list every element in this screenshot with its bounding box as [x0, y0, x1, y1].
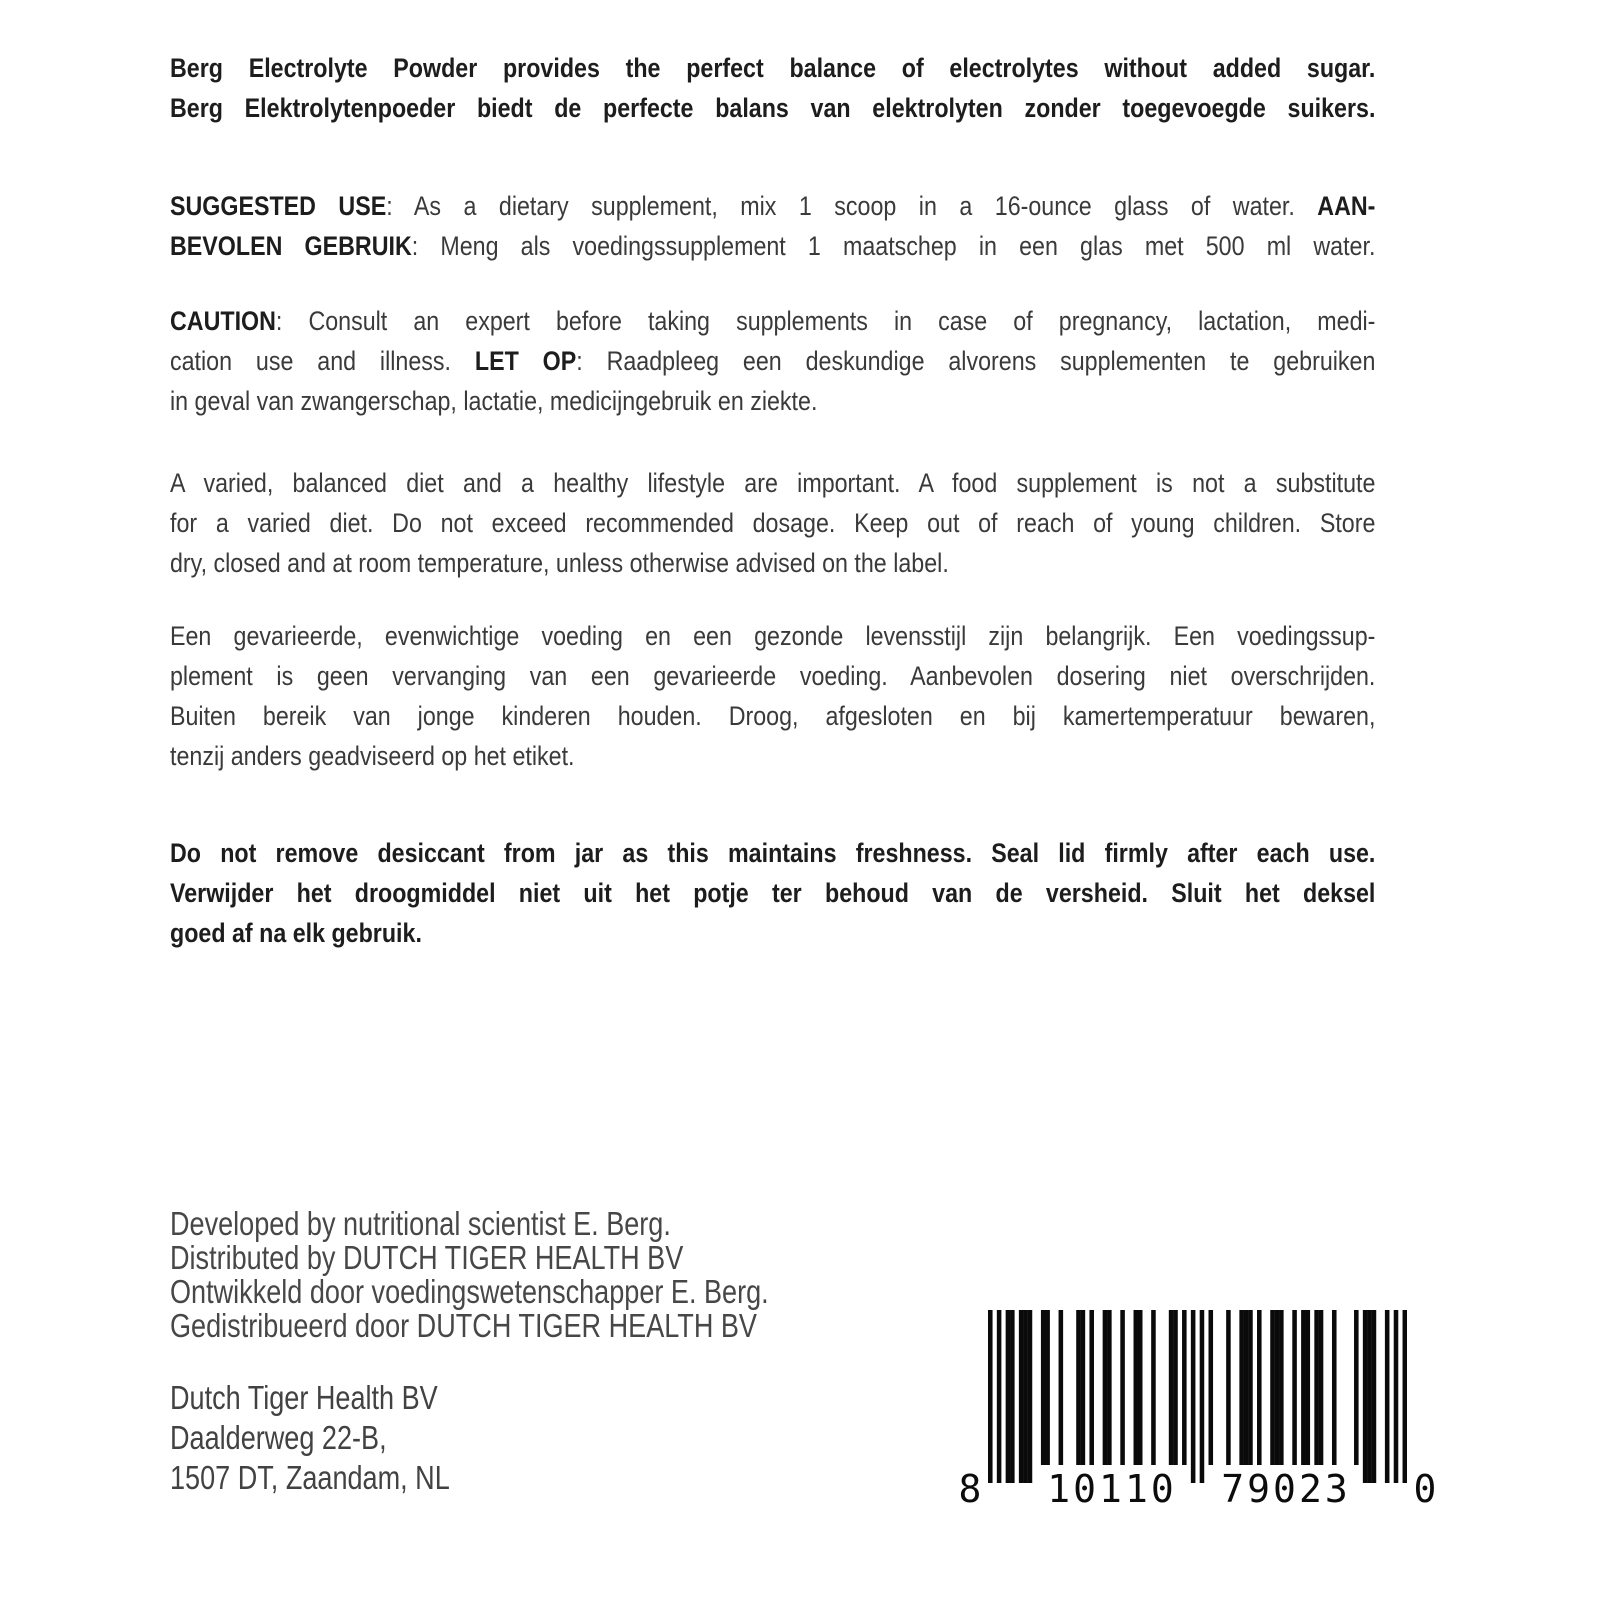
- text-line: [170, 656, 1375, 696]
- development-distribution-block: [170, 1207, 769, 1343]
- text-segment: in geval van zwangerschap, lactatie, medicijngebruik en ziekte.: [170, 386, 818, 416]
- barcode-digits-left-group: 10110: [1047, 1467, 1177, 1511]
- text-line: [170, 88, 1375, 128]
- text-segment: : Consult an expert before taking supplements in case of pregnancy, lactation, medi-: [275, 306, 1376, 336]
- label-paragraphs: [170, 0, 1375, 1210]
- paragraph-intro-bilingual: [170, 48, 1375, 128]
- text-line: [170, 616, 1375, 656]
- paragraph-varied-diet-nl: [170, 616, 1375, 776]
- company-address-block: [170, 1378, 450, 1498]
- text-line: [170, 301, 1375, 341]
- text-line: [170, 833, 1375, 873]
- paragraph-desiccant-notice: [170, 833, 1375, 953]
- paragraph-suggested-use: [170, 186, 1375, 266]
- text-line: [170, 913, 1375, 953]
- text-line: [170, 873, 1375, 913]
- bold-text-segment: goed af na elk gebruik.: [170, 918, 422, 948]
- text-segment: cation use and illness.: [170, 346, 475, 376]
- bold-text-segment: LET OP: [474, 346, 577, 376]
- text-line: [170, 341, 1375, 381]
- text-segment: A varied, balanced diet and a healthy lifestyle are important. A food supplement is not a substitute: [170, 468, 1376, 498]
- text-segment: for a varied diet. Do not exceed recommended dosage. Keep out of reach of young children. Store: [170, 508, 1376, 538]
- text-line: [170, 463, 1375, 503]
- text-segment: tenzij anders geadviseerd op het etiket.: [170, 741, 575, 771]
- text-line: [170, 696, 1375, 736]
- barcode-digits-right-group: 79023: [1221, 1467, 1351, 1511]
- text-line: [170, 226, 1375, 266]
- bold-text-segment: AAN-: [1317, 191, 1376, 221]
- paragraph-varied-diet-en: [170, 463, 1375, 583]
- development-line: Developed by nutritional scientist E. Berg.: [170, 1205, 671, 1242]
- development-line: Gedistribueerd door DUTCH TIGER HEALTH BV: [170, 1307, 757, 1344]
- text-line: [170, 381, 1375, 421]
- bold-text-segment: Berg Elektrolytenpoeder biedt de perfecte balans van elektrolyten zonder toegevoegde suikers.: [170, 93, 1376, 123]
- text-line: [170, 543, 1375, 583]
- text-segment: Buiten bereik van jonge kinderen houden. Droog, afgesloten en bij kamertemperatuur bewaren,: [170, 701, 1376, 731]
- text-segment: Een gevarieerde, evenwichtige voeding en een gezonde levensstijl zijn belangrijk. Een voedingssup-: [170, 621, 1376, 651]
- barcode-digit-last: 0: [1413, 1467, 1437, 1511]
- address-line: Daalderweg 22-B,: [170, 1419, 387, 1456]
- text-line: [170, 186, 1375, 226]
- text-line: [170, 503, 1375, 543]
- address-line: Dutch Tiger Health BV: [170, 1379, 438, 1416]
- text-line: [170, 736, 1375, 776]
- bold-text-segment: Berg Electrolyte Powder provides the perfect balance of electrolytes without added sugar.: [170, 53, 1376, 83]
- development-line: Ontwikkeld door voedingswetenschapper E. Berg.: [170, 1273, 769, 1310]
- address-line: 1507 DT, Zaandam, NL: [170, 1459, 450, 1496]
- bold-text-segment: CAUTION: [170, 306, 276, 336]
- bold-text-segment: Verwijder het droogmiddel niet uit het potje ter behoud van de versheid. Sluit het deksel: [170, 878, 1376, 908]
- bold-text-segment: SUGGESTED USE: [170, 191, 387, 221]
- paragraph-caution: [170, 301, 1375, 421]
- text-segment: : Meng als voedingssupplement 1 maatschep in een glas met 500 ml water.: [411, 231, 1376, 261]
- text-segment: plement is geen vervanging van een gevarieerde voeding. Aanbevolen dosering niet overschrijden.: [170, 661, 1376, 691]
- development-line: Distributed by DUTCH TIGER HEALTH BV: [170, 1239, 684, 1276]
- bold-text-segment: BEVOLEN GEBRUIK: [170, 231, 412, 261]
- barcode-digit-first: 8: [958, 1467, 982, 1511]
- bold-text-segment: Do not remove desiccant from jar as this maintains freshness. Seal lid firmly after each use.: [170, 838, 1376, 868]
- text-segment: : As a dietary supplement, mix 1 scoop in a 16-ounce glass of water.: [386, 191, 1318, 221]
- text-segment: dry, closed and at room temperature, unless otherwise advised on the label.: [170, 548, 949, 578]
- upc-barcode: [950, 1310, 1480, 1520]
- text-line: [170, 48, 1375, 88]
- text-segment: : Raadpleeg een deskundige alvorens supplementen te gebruiken: [576, 346, 1376, 376]
- upc-barcode-bars: [988, 1310, 1407, 1488]
